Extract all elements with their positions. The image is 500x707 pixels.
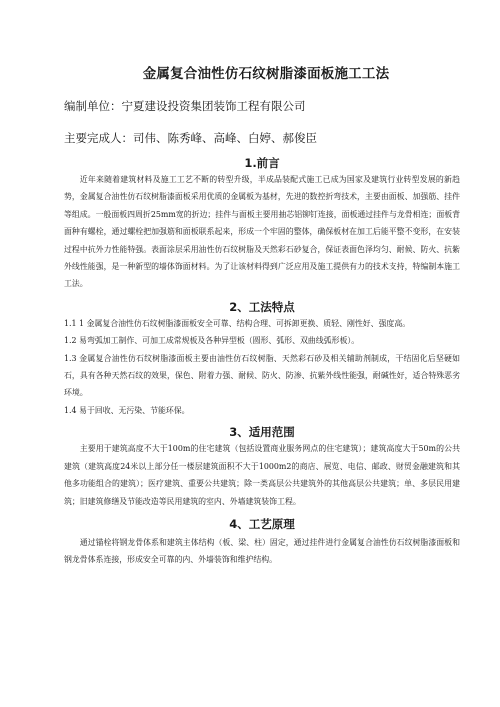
list-item: 1.2 易弯弧加工制作、可加工成常规板及各种异型板（圆形、弧形、双曲线弧形板）。 <box>64 336 360 346</box>
section-heading: 3、适用范围 <box>229 425 295 440</box>
section-paragraph: 通过锚栓将钢龙骨体系和建筑主体结构（板、梁、柱）固定，通过挂件进行金属复合油性仿石纹树脂漆面板和钢龙骨体系连接，形成安全可靠的内、外墙装饰和维护结构。 <box>64 537 460 565</box>
section-paragraph: 主要用于建筑高度不大于100m的住宅建筑（包括设置商业服务网点的住宅建筑）；建筑高度大于50m的公共建筑（建筑高度24米以上部分任一楼层建筑面积不大于1000m2的商店、展览、电信、邮政、财贸金融建筑和其他多功能组合的建筑）；医疗建筑、重要公共建筑；除一类高层公共建筑外的其他高层公共建筑；单、多层民用建筑；旧建筑修缮及节能改造等民用建筑的室内、外墙建筑装饰工程。 <box>64 444 460 506</box>
section-heading: 2、工法特点 <box>229 299 295 314</box>
section-heading: 4、工艺原理 <box>229 516 295 531</box>
list-item: 1.4 易于回收、无污染、节能环保。 <box>64 405 190 415</box>
section-heading: 1.前言 <box>244 156 280 170</box>
list-item: 1.3 金属复合油性仿石纹树脂漆面板主要由油性仿石纹树脂、天然彩石砂及相关辅助剂制成，干结固化后坚硬如石，具有各种天然石纹的效果，保色、附着力强、耐候、防火、防渗、抗紫外线性能强，耐碱性好，适合特殊恶劣环境。 <box>64 353 460 398</box>
main-authors: 主要完成人：司伟、陈秀峰、高峰、白婷、郝俊臣 <box>64 131 317 145</box>
list-item: 1.1 1 金属复合油性仿石纹树脂漆面板安全可靠、结构合理、可拆卸更换、质轻、刚性好、强度高。 <box>64 318 411 328</box>
section-features <box>64 299 460 419</box>
document-title: 金属复合油性仿石纹树脂漆面板施工工法 <box>142 66 390 82</box>
section-scope <box>64 424 460 510</box>
compiling-unit: 编制单位：宁夏建设投资集团装饰工程有限公司 <box>64 99 306 113</box>
section-preface <box>64 155 460 293</box>
section-principle <box>64 516 460 569</box>
section-paragraph: 近年来随着建筑材料及施工工艺不断的转型升级，半成品装配式施工已成为国家及建筑行业转型发展的新趋势，金属复合油性仿石纹树脂漆面板采用优质的金属板为基材，先进的数控折弯技术，主要由面板、加强筋、挂件等组成。一般面板四周折25mm宽的折边；挂件与面板主要用抽芯铝铆钉连接，面板通过挂件与龙骨相连；面板背面种有螺栓，通过螺栓把加强筋和面板联系起来，形成一个牢固的整体，确保板材在加工后能平整不变形，在安装过程中抗外力性能特强。表面涂层采用油性仿石纹树脂及天然彩石砂复合，保证表面色泽均匀、耐候、防火、抗紫外线性能强，是一种新型的墙体饰面材料。为了让该材料得到广泛应用及施工提供有力的技术支持，特编制本施工工法。 <box>64 175 460 289</box>
